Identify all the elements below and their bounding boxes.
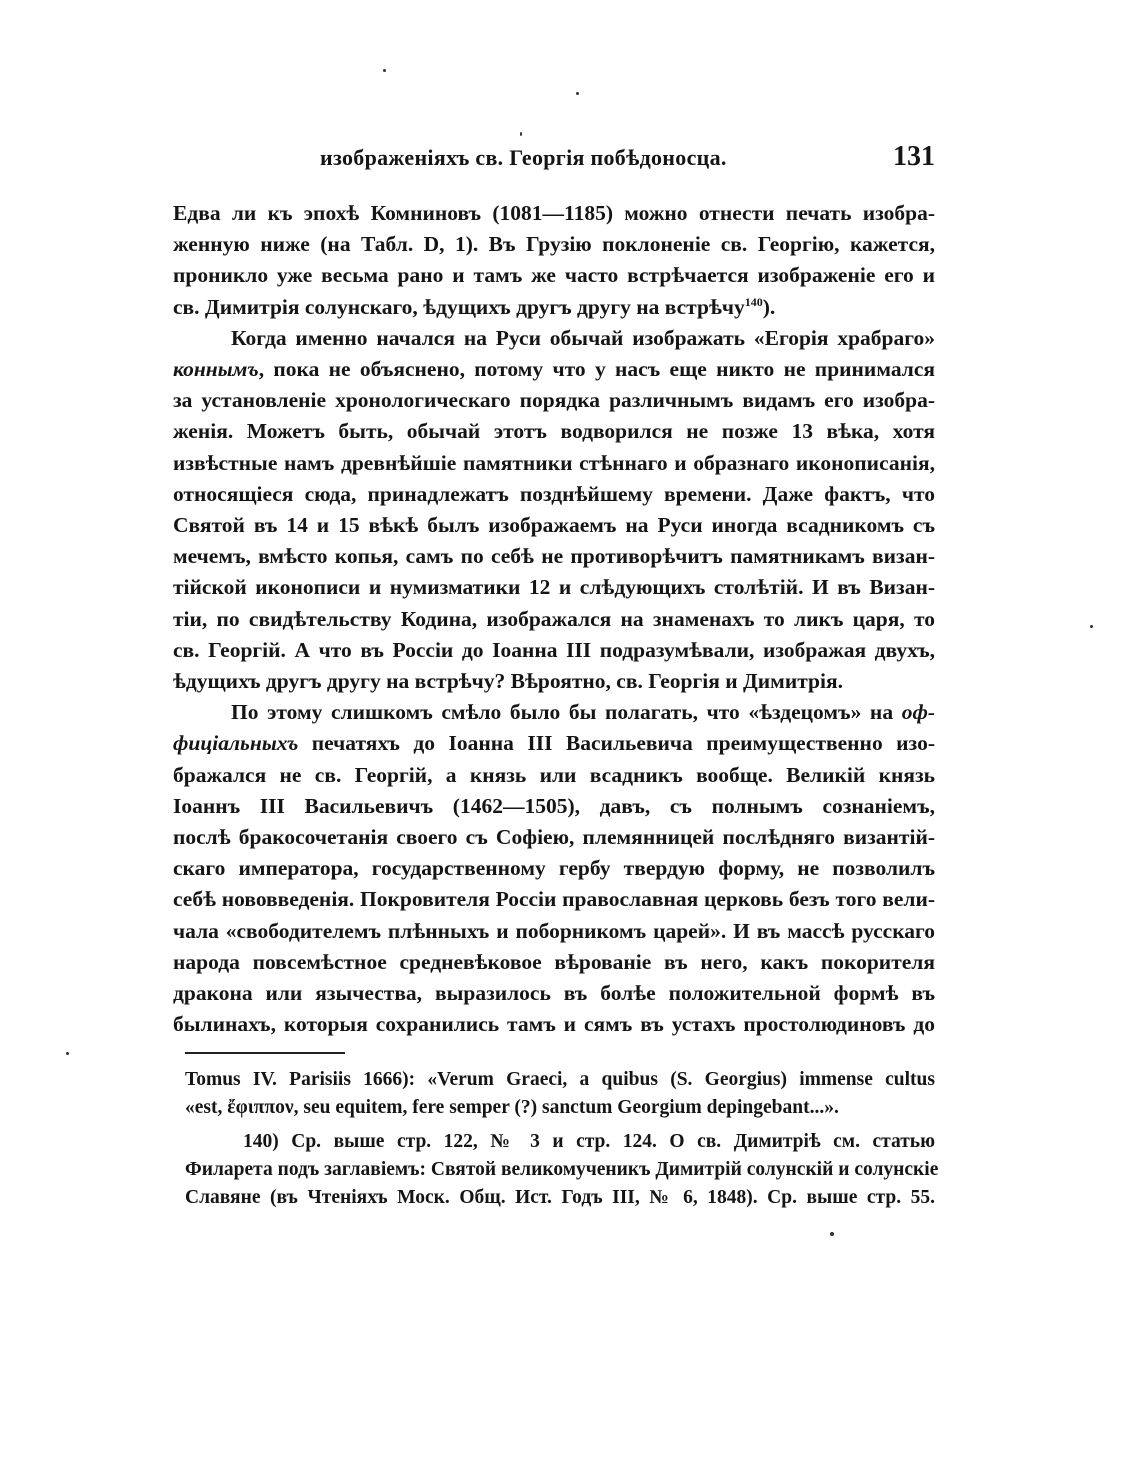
footnote-line: 140) Ср. выше стр. 122, № 3 и стр. 124. О св. Димитріѣ см. статью — [243, 1131, 935, 1152]
text-line: мечемъ, вмѣсто копья, самъ по себѣ не противорѣчитъ памятникамъ визан- — [173, 544, 935, 569]
page-header — [320, 141, 935, 185]
footnote-continuation — [185, 1066, 935, 1122]
scan-speck — [1090, 625, 1093, 628]
text-line — [173, 292, 935, 323]
text-line: Когда именно начался на Руси обычай изображать «Егорія храбраго» — [231, 325, 935, 350]
text-line: за установленіе хронологическаго порядка различнымъ видамъ его изобра- — [173, 388, 935, 413]
italic-word: фиціальныхъ — [173, 731, 299, 756]
text-fragment: св. Димитрія солунскаго, ѣдущихъ другъ другу на встрѣчу — [173, 294, 745, 319]
text-line: дракона или язычества, выразилось въ болѣе положительной формѣ въ — [173, 981, 935, 1006]
italic-word: коннымъ — [173, 357, 259, 382]
footnote-line: Tomus IV. Parisiis 1666): «Verum Graeci, a quibus (S. Georgius) immense cultus — [185, 1069, 935, 1090]
footnote-140 — [185, 1128, 939, 1212]
text-line: скаго императора, государственному гербу твердую форму, не позволилъ — [173, 856, 935, 881]
page-number: 131 — [893, 141, 935, 172]
text-line: женную ниже (на Табл. D, 1). Въ Грузію поклоненіе св. Георгію, кажется, — [173, 232, 935, 257]
footnote-ref-140: 140 — [744, 294, 763, 309]
running-head: изображеніяхъ св. Георгія побѣдоносца. — [320, 145, 727, 170]
text-line: народа повсемѣстное средневѣковое вѣрованіе въ него, какъ покорителя — [173, 949, 935, 974]
text-line: Святой въ 14 и 15 вѣкѣ былъ изображаемъ на Руси иногда всадникомъ съ — [173, 513, 935, 538]
italic-word: оф- — [901, 700, 935, 725]
text-line: себѣ нововведенія. Покровителя Россіи православная церковь безъ того вели- — [173, 887, 935, 912]
text-line: женія. Можетъ быть, обычай этотъ водворился не позже 13 вѣка, хотя — [173, 419, 935, 444]
text-line: ѣдущихъ другъ другу на встрѣчу? Вѣроятно, св. Георгія и Димитрія. — [173, 669, 843, 694]
text-line: проникло уже весьма рано и тамъ же часто встрѣчается изображеніе его и — [173, 263, 935, 288]
text-fragment: ). — [762, 294, 776, 319]
text-line: послѣ бракосочетанія своего съ Софіею, племянницей послѣдняго византій- — [173, 825, 935, 850]
footnote-line: «est, ἔφιππον, seu equitem, fere semper (?) sanctum Georgium depingebant...». — [185, 1097, 839, 1118]
text-line: чала «свободителемъ плѣнныхъ и поборникомъ царей». И въ массѣ русскаго — [173, 918, 935, 943]
text-line: Іоаннъ III Васильевичъ (1462—1505), давъ, съ полнымъ сознаніемъ, — [173, 793, 935, 818]
footnote-divider — [185, 1052, 345, 1054]
text-line — [173, 354, 935, 385]
text-line: извѣстные намъ древнѣйшіе памятники стѣннаго и образнаго иконописанія, — [173, 450, 935, 475]
text-line — [173, 728, 935, 759]
scan-speck — [383, 69, 386, 72]
main-text — [173, 198, 935, 1040]
paragraph-1 — [173, 198, 935, 323]
paragraph-3 — [173, 697, 935, 1040]
text-line — [173, 697, 935, 728]
scan-speck — [520, 132, 522, 136]
footnote-line: Филарета подъ заглавіемъ: Святой великомученикъ Димитрій солунскій и солунскіе — [185, 1159, 939, 1180]
text-fragment: печатяхъ до Іоанна III Васильевича преимущественно изо- — [298, 731, 935, 756]
footnote-line: Славяне (въ Чтеніяхъ Моск. Общ. Ист. Годъ III, № 6, 1848). Ср. выше стр. 55. — [185, 1187, 935, 1208]
scan-speck — [830, 1232, 834, 1236]
text-line: св. Георгій. А что въ Россіи до Іоанна III подразумѣвали, изображая двухъ, — [173, 637, 935, 662]
scan-speck — [576, 92, 579, 95]
text-line: тіи, по свидѣтельству Кодина, изображался на знаменахъ то ликъ царя, то — [173, 606, 935, 631]
text-line: бражался не св. Георгій, а князь или всадникъ вообще. Великій князь — [173, 762, 935, 787]
text-fragment: По этому слишкомъ смѣло было бы полагать, что «ѣздецомъ» на — [231, 700, 902, 725]
paragraph-2 — [173, 323, 935, 697]
text-line: тійской иконописи и нумизматики 12 и слѣдующихъ столѣтій. И въ Визан- — [173, 575, 935, 600]
scan-speck — [66, 1052, 69, 1055]
text-line: былинахъ, которыя сохранились тамъ и сямъ въ устахъ простолюдиновъ до — [173, 1012, 935, 1037]
text-line: относящіеся сюда, принадлежатъ позднѣйшему времени. Даже фактъ, что — [173, 481, 935, 506]
text-fragment: , пока не объяснено, потому что у насъ еще никто не принимался — [258, 357, 935, 382]
text-line: Едва ли къ эпохѣ Комниновъ (1081—1185) можно отнести печать изобра- — [173, 201, 935, 225]
